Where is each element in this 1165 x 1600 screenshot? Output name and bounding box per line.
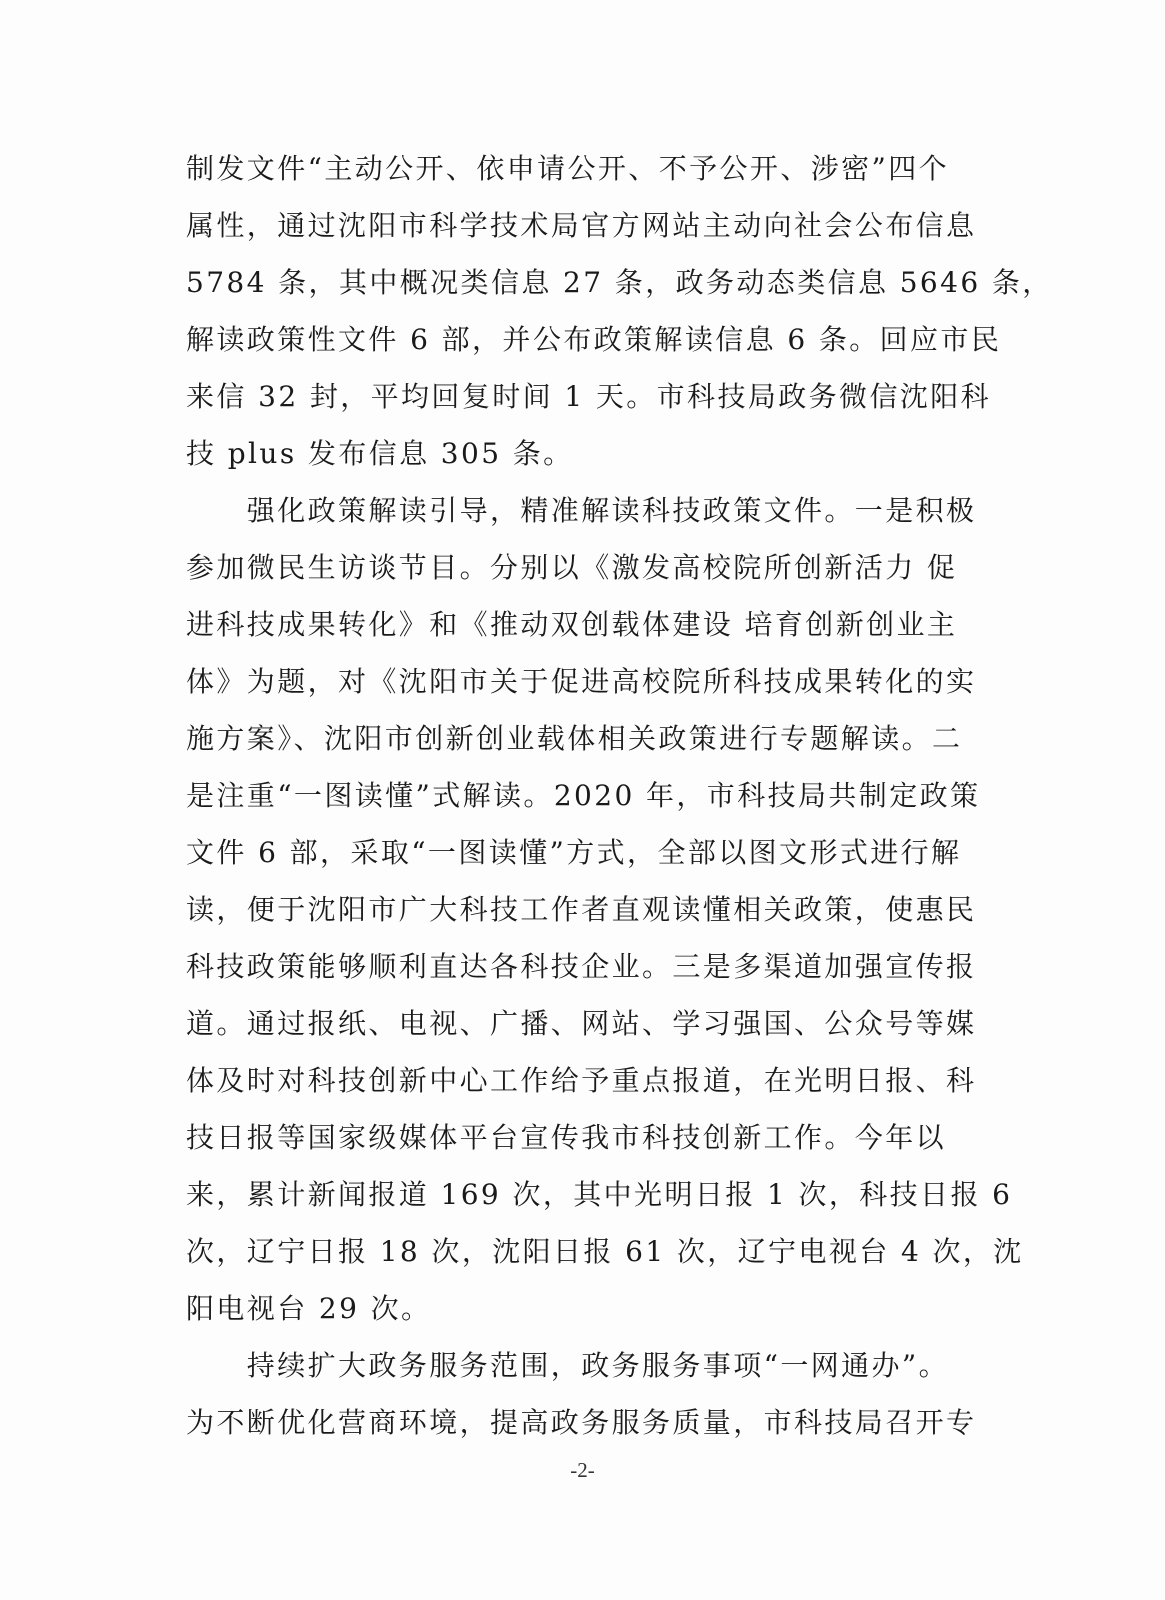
text-line: 制发文件“主动公开、依申请公开、不予公开、涉密”四个 <box>186 152 950 185</box>
text-line: 为不断优化营商环境，提高政务服务质量，市科技局召开专 <box>186 1406 977 1439</box>
text-line: 5784 条，其中概况类信息 27 条，政务动态类信息 5646 条， <box>186 266 1053 299</box>
text-line: 进科技成果转化》和《推动双创载体建设 培育创新创业主 <box>186 608 958 641</box>
text-line: 文件 6 部，采取“一图读懂”方式，全部以图文形式进行解 <box>186 836 962 869</box>
text-line: 阳电视台 29 次。 <box>186 1292 432 1325</box>
text-line: 来信 32 封，平均回复时间 1 天。市科技局政务微信沈阳科 <box>186 380 992 413</box>
text-line: 次，辽宁日报 18 次，沈阳日报 61 次，辽宁电视台 4 次，沈 <box>186 1235 1024 1268</box>
text-line: 解读政策性文件 6 部，并公布政策解读信息 6 条。回应市民 <box>186 323 1002 356</box>
text-line: 来，累计新闻报道 169 次，其中光明日报 1 次，科技日报 6 <box>186 1178 1013 1211</box>
text-line: 参加微民生访谈节目。分别以《激发高校院所创新活力 促 <box>186 551 958 584</box>
text-line: 持续扩大政务服务范围，政务服务事项“一网通办”。 <box>186 1349 950 1382</box>
text-line: 技 plus 发布信息 305 条。 <box>186 437 574 470</box>
text-line: 体》为题，对《沈阳市关于促进高校院所科技成果转化的实 <box>186 665 977 698</box>
text-line: 施方案》、沈阳市创新创业载体相关政策进行专题解读。二 <box>186 722 963 755</box>
text-line: 读，便于沈阳市广大科技工作者直观读懂相关政策，使惠民 <box>186 893 977 926</box>
text-line: 是注重“一图读懂”式解读。2020 年，市科技局共制定政策 <box>186 779 981 812</box>
text-line: 强化政策解读引导，精准解读科技政策文件。一是积极 <box>186 494 977 527</box>
text-line: 道。通过报纸、电视、广播、网站、学习强国、公众号等媒 <box>186 1007 977 1040</box>
page-number: -2- <box>570 1458 595 1482</box>
text-line: 属性，通过沈阳市科学技术局官方网站主动向社会公布信息 <box>186 209 977 242</box>
text-line: 体及时对科技创新中心工作给予重点报道，在光明日报、科 <box>186 1064 977 1097</box>
document-body <box>186 140 1053 1451</box>
text-line: 技日报等国家级媒体平台宣传我市科技创新工作。今年以 <box>186 1121 947 1154</box>
text-line: 科技政策能够顺利直达各科技企业。三是多渠道加强宣传报 <box>186 950 977 983</box>
